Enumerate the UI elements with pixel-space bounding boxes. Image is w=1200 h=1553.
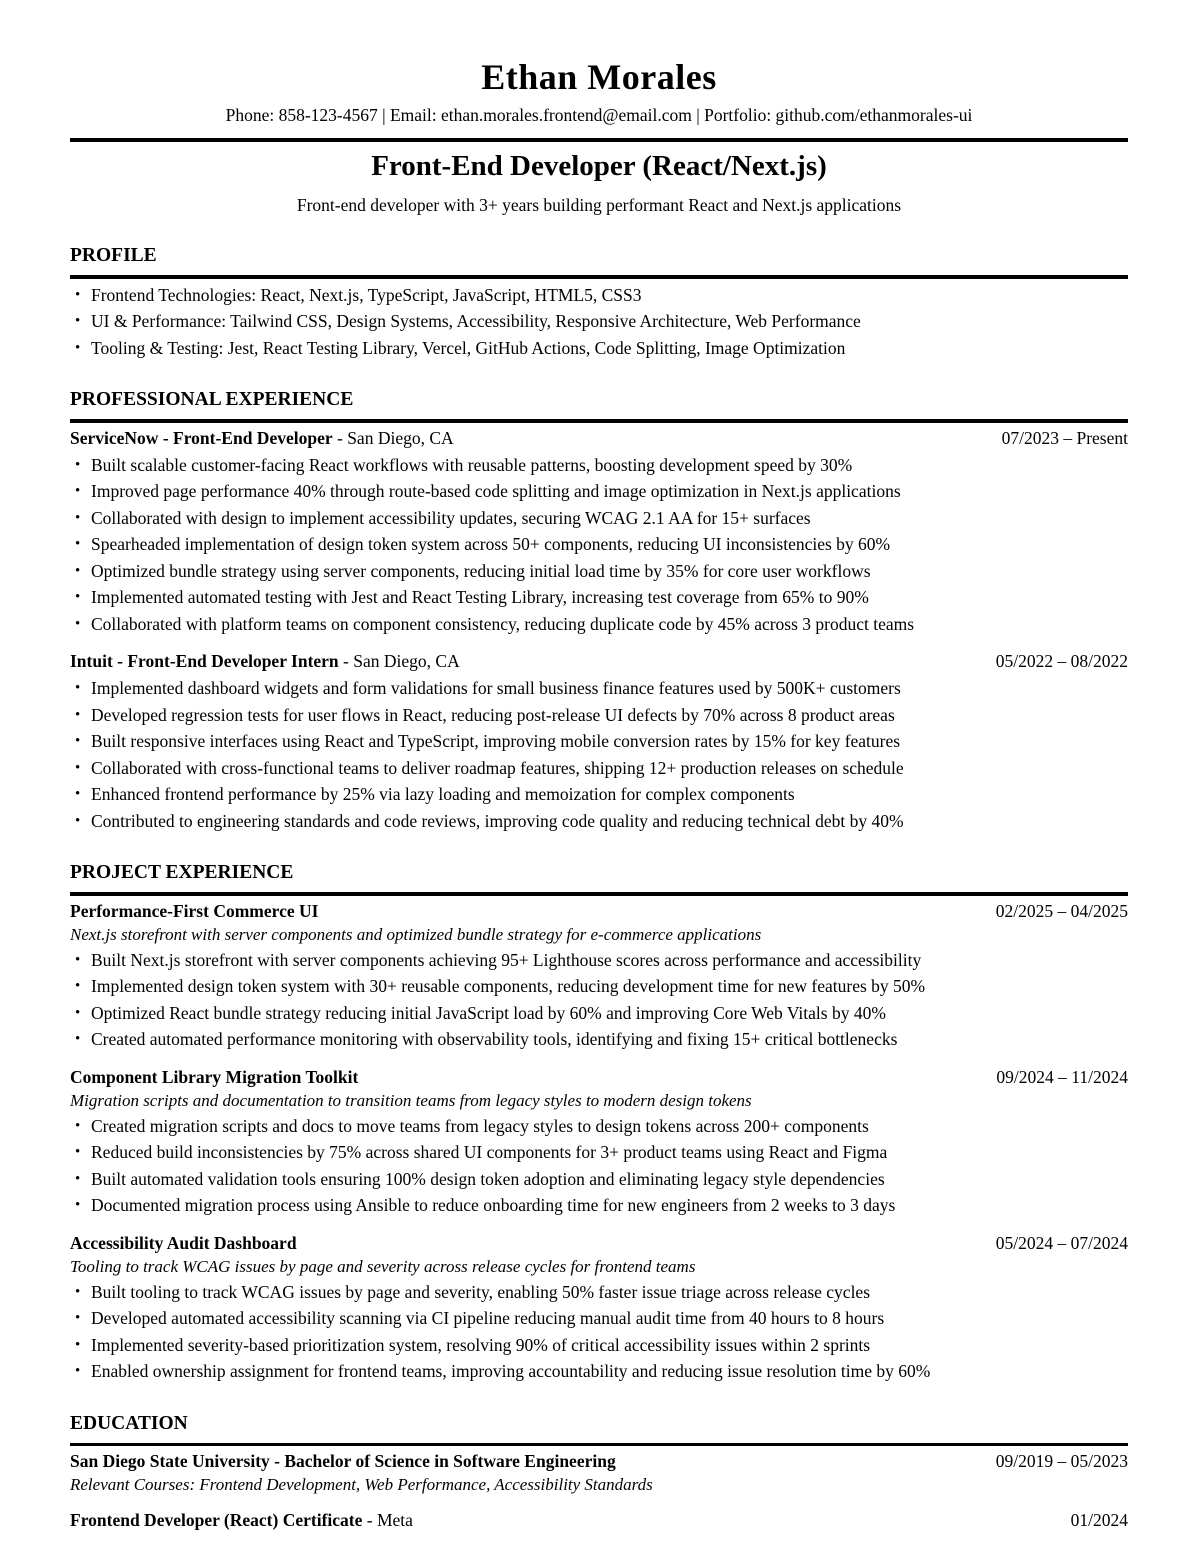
bullet-item: • Optimized bundle strategy using server components, reducing initial load time by 35% for core user workflows xyxy=(70,558,1128,585)
entry-dates: 01/2024 xyxy=(1070,1510,1128,1530)
entry-title-location: - San Diego, CA xyxy=(338,651,460,671)
entry-subtitle: Next.js storefront with server components and optimized bundle strategy for e-commerce applications xyxy=(70,924,762,944)
contact-line: Phone: 858-123-4567 | Email: ethan.morales.frontend@email.com | Portfolio: github.com/ethanmorales-ui xyxy=(225,105,973,125)
education-heading: EDUCATION xyxy=(70,1412,188,1434)
entry-dates: 07/2023 – Present xyxy=(1001,427,1128,448)
entry-title-bold: ServiceNow - Front-End Developer xyxy=(70,427,333,448)
bullet-item: • Optimized React bundle strategy reducing initial JavaScript load by 60% and improving Core Web Vitals by 40% xyxy=(70,1000,1128,1027)
project-entry-accessibility-dashboard xyxy=(70,1231,1128,1385)
bullet-item: • Collaborated with cross-functional teams to deliver roadmap features, shipping 12+ production releases on schedule xyxy=(70,755,1128,782)
entry-title-bold: Frontend Developer (React) Certificate xyxy=(70,1510,363,1530)
education-divider xyxy=(70,1443,1128,1447)
bullet-item: • Implemented design token system with 30+ reusable components, reducing development time for new features by 50% xyxy=(70,973,1128,1000)
summary-line: Front-end developer with 3+ years building performant React and Next.js applications xyxy=(296,195,902,215)
bullet-item: • Built automated validation tools ensuring 100% design token adoption and eliminating legacy style dependencies xyxy=(70,1166,1128,1193)
entry-header xyxy=(70,899,1128,924)
bullet-item: • Implemented severity-based prioritization system, resolving 90% of critical accessibility issues within 2 sprints xyxy=(70,1332,1128,1359)
candidate-name: Ethan Morales xyxy=(481,57,717,97)
entry-title xyxy=(70,649,460,674)
entry-dates: 05/2024 – 07/2024 xyxy=(995,1232,1128,1253)
header-divider xyxy=(70,138,1128,142)
bullet-item: • Enabled ownership assignment for frontend teams, improving accountability and reducing issue resolution time by 60% xyxy=(70,1358,1128,1385)
bullet-item: • Contributed to engineering standards and code reviews, improving code quality and reducing technical debt by 40% xyxy=(70,808,1128,835)
bullet-item: • Frontend Technologies: React, Next.js, TypeScript, JavaScript, HTML5, CSS3 xyxy=(70,282,1128,309)
entry-dates: 05/2022 – 08/2022 xyxy=(995,651,1128,671)
education-entry-university xyxy=(70,1449,1128,1496)
experience-divider xyxy=(70,419,1128,423)
bullet-item: • Built tooling to track WCAG issues by page and severity, enabling 50% faster issue triage across release cycles xyxy=(70,1279,1128,1306)
bullet-item: • Documented migration process using Ansible to reduce onboarding time for new engineers from 2 weeks to 3 days xyxy=(70,1192,1128,1219)
entry-bullet-list xyxy=(70,947,1128,1053)
entry-header xyxy=(70,426,1128,451)
bullet-item: • Spearheaded implementation of design token system across 50+ components, reducing UI inconsistencies by 60% xyxy=(70,531,1128,558)
entry-bullet-list xyxy=(70,452,1128,638)
entry-title-bold: Performance-First Commerce UI xyxy=(70,900,319,921)
bullet-item: • Collaborated with platform teams on component consistency, reducing duplicate code by 45% across 3 product teams xyxy=(70,611,1128,638)
entry-subtitle: Tooling to track WCAG issues by page and severity across release cycles for frontend teams xyxy=(70,1256,696,1276)
bullet-item: • Improved page performance 40% through route-based code splitting and image optimization in Next.js applications xyxy=(70,478,1128,505)
entry-bullet-list xyxy=(70,1113,1128,1219)
experience-entry-servicenow xyxy=(70,426,1128,638)
entry-title xyxy=(70,1449,616,1474)
entry-bullet-list xyxy=(70,1279,1128,1385)
project-entry-commerce-ui xyxy=(70,899,1128,1053)
experience-entry-intuit xyxy=(70,649,1128,834)
bullet-item: • Built scalable customer-facing React workflows with reusable patterns, boosting development speed by 30% xyxy=(70,452,1128,479)
bullet-item: • Collaborated with design to implement accessibility updates, securing WCAG 2.1 AA for 15+ surfaces xyxy=(70,505,1128,532)
entry-title-location: - San Diego, CA xyxy=(332,427,454,448)
entry-title xyxy=(70,1508,413,1533)
profile-bullet-list xyxy=(70,282,1128,362)
entry-subtitle: Migration scripts and documentation to transition teams from legacy styles to modern design tokens xyxy=(70,1090,752,1110)
bullet-item: • Implemented automated testing with Jest and React Testing Library, increasing test coverage from 65% to 90% xyxy=(70,584,1128,611)
bullet-item: • Created migration scripts and docs to move teams from legacy styles to design tokens across 200+ components xyxy=(70,1113,1128,1140)
bullet-item: • Built Next.js storefront with server components achieving 95+ Lighthouse scores across performance and accessibility xyxy=(70,947,1128,974)
entry-dates: 09/2019 – 05/2023 xyxy=(995,1451,1128,1471)
project-entry-migration-toolkit xyxy=(70,1065,1128,1219)
entry-header xyxy=(70,1449,1128,1474)
entry-subtitle: Relevant Courses: Frontend Development, Web Performance, Accessibility Standards xyxy=(70,1475,653,1494)
bullet-item: • UI & Performance: Tailwind CSS, Design Systems, Accessibility, Responsive Architecture, Web Performance xyxy=(70,308,1128,335)
projects-heading: PROJECT EXPERIENCE xyxy=(70,862,294,883)
education-entry-certificate xyxy=(70,1508,1128,1533)
section-education xyxy=(70,1412,1128,1534)
bullet-item: • Created automated performance monitoring with observability tools, identifying and fixing 15+ critical bottlenecks xyxy=(70,1026,1128,1053)
experience-heading: PROFESSIONAL EXPERIENCE xyxy=(70,389,354,410)
bullet-item: • Implemented dashboard widgets and form validations for small business finance features used by 500K+ customers xyxy=(70,675,1128,702)
entry-header xyxy=(70,1065,1128,1090)
entry-dates: 02/2025 – 04/2025 xyxy=(995,900,1128,921)
profile-divider xyxy=(70,275,1128,279)
role-title: Front-End Developer (React/Next.js) xyxy=(371,150,827,182)
section-experience xyxy=(70,388,1128,834)
entry-title-rest: - Meta xyxy=(362,1510,413,1530)
entry-header xyxy=(70,1231,1128,1256)
entry-bullet-list xyxy=(70,675,1128,834)
entry-title xyxy=(70,1231,297,1256)
entry-title-bold: Component Library Migration Toolkit xyxy=(70,1066,359,1087)
entry-title-bold: San Diego State University - Bachelor of Science in Software Engineering xyxy=(70,1451,616,1471)
profile-heading: PROFILE xyxy=(70,245,157,266)
entry-title xyxy=(70,426,454,451)
bullet-item: • Enhanced frontend performance by 25% via lazy loading and memoization for complex components xyxy=(70,781,1128,808)
bullet-item: • Tooling & Testing: Jest, React Testing Library, Vercel, GitHub Actions, Code Splitting, Image Optimization xyxy=(70,335,1128,362)
entry-header xyxy=(70,1508,1128,1533)
projects-divider xyxy=(70,892,1128,896)
section-profile xyxy=(70,244,1128,361)
bullet-item: • Built responsive interfaces using React and TypeScript, improving mobile conversion rates by 15% for key features xyxy=(70,728,1128,755)
entry-header xyxy=(70,649,1128,674)
entry-title-bold: Accessibility Audit Dashboard xyxy=(70,1232,297,1253)
bullet-item: • Developed automated accessibility scanning via CI pipeline reducing manual audit time from 40 hours to 8 hours xyxy=(70,1305,1128,1332)
section-projects xyxy=(70,861,1128,1385)
entry-title-bold: Intuit - Front-End Developer Intern xyxy=(70,651,339,671)
bullet-item: • Reduced build inconsistencies by 75% across shared UI components for 3+ product teams using React and Figma xyxy=(70,1139,1128,1166)
entry-title xyxy=(70,1065,358,1090)
entry-title xyxy=(70,899,318,924)
bullet-item: • Developed regression tests for user flows in React, reducing post-release UI defects by 70% across 8 product areas xyxy=(70,702,1128,729)
entry-dates: 09/2024 – 11/2024 xyxy=(996,1066,1128,1087)
